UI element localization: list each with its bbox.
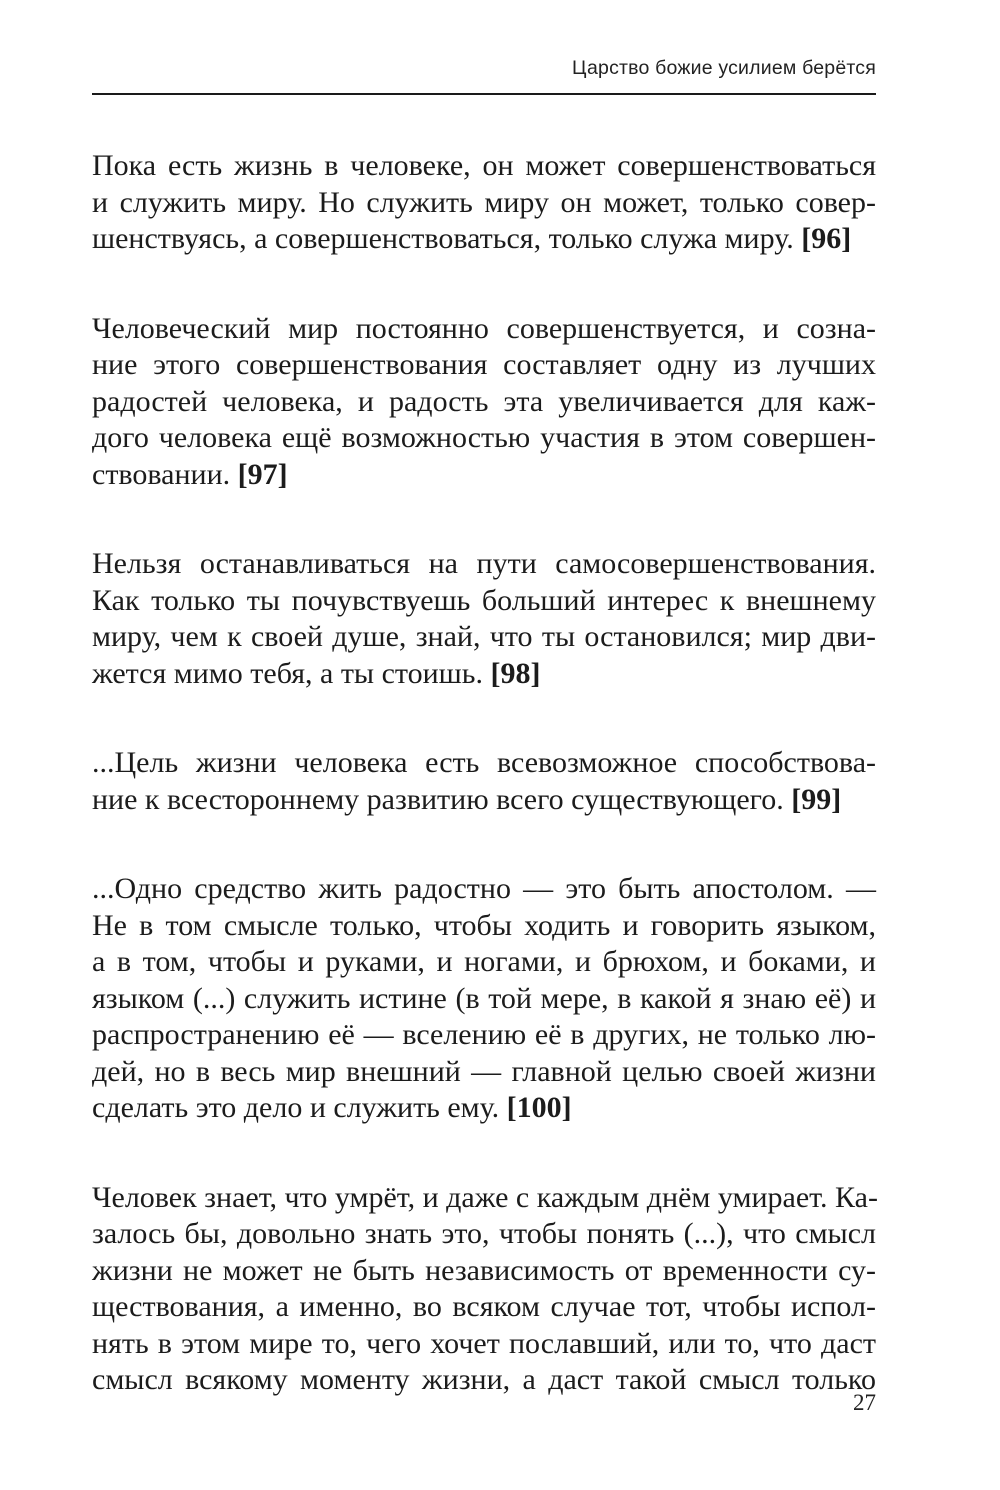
paragraph-continued [92,1180,876,1399]
text-line: Нельзя останавливаться на пути самосовершенствования. [92,547,876,580]
text-line: ние этого совершенствования составляет одну из лучших [92,348,876,381]
text-line: Не в том смысле только, чтобы ходить и говорить языком, [92,908,876,942]
page-body [92,148,876,1452]
text-line: залось бы, довольно знать это, чтобы понять (...), что смысл [92,1217,876,1250]
reference-marker: [100] [506,1091,572,1124]
line-text: шенствуясь, а совершенствоваться, только служа миру. [92,222,794,255]
text-line: ...Цель жизни человека есть всевозможное способствова- [92,746,876,779]
running-title: Царство божие усилием берётся [571,57,876,79]
line-text: ние к всестороннему развитию всего существующего. [92,782,784,816]
text-line: Человек знает, что умрёт, и даже с каждым днём умирает. Ка- [92,1180,878,1214]
text-line: Пока есть жизнь в человеке, он может совершенствоваться [92,149,876,182]
reference-marker: [97] [237,457,288,491]
header-rule [92,93,876,95]
text-line: а в том, чтобы и руками, и ногами, и брюхом, и боками, и [92,945,876,978]
paragraph-100 [92,871,876,1127]
text-line: дого человека ещё возможностью участия в этом совершен- [92,421,876,454]
text-line [92,1090,876,1127]
paragraph-97 [92,311,876,494]
text-line: дей, но в весь мир внешний — главной целью своей жизни [92,1054,876,1088]
text-line [92,782,876,819]
line-text: жется мимо тебя, а ты стоишь. [92,656,483,690]
text-line [92,656,876,693]
line-text: ствовании. [92,457,231,491]
text-line: Как только ты почувствуешь больший интерес к внешнему [92,583,876,617]
text-line: ществования, а именно, во всяком случае тот, чтобы испол- [92,1290,876,1323]
text-line: жизни не может не быть независимость от временности су- [92,1253,876,1287]
text-line [92,221,876,258]
text-line: распространению её — вселению её в других, не только лю- [92,1018,876,1051]
line-text: сделать это дело и служить ему. [92,1091,500,1124]
text-line: ...Одно средство жить радостно — это быть апостолом. — [92,872,876,905]
paragraph-98 [92,546,876,692]
page-number: 27 [853,1390,876,1415]
reference-marker: [96] [801,222,852,255]
paragraph-96 [92,148,876,258]
paragraph-99 [92,745,876,818]
text-line: нять в этом мире то, чего хочет пославший, или то, что даст [92,1326,876,1360]
text-line: и служить миру. Но служить миру он может, только совер- [92,185,876,219]
reference-marker: [99] [791,782,842,816]
text-line: смысл всякому моменту жизни, а даст такой смысл только [92,1363,876,1396]
text-line: миру, чем к своей душе, знай, что ты остановился; мир дви- [92,620,876,653]
text-line: языком (...) служить истине (в той мере, в какой я знаю её) и [92,981,876,1015]
text-line: Человеческий мир постоянно совершенствуется, и созна- [92,311,876,345]
text-line: радостей человека, и радость эта увеличивается для каж- [92,384,876,418]
text-line [92,457,876,494]
reference-marker: [98] [490,656,541,690]
